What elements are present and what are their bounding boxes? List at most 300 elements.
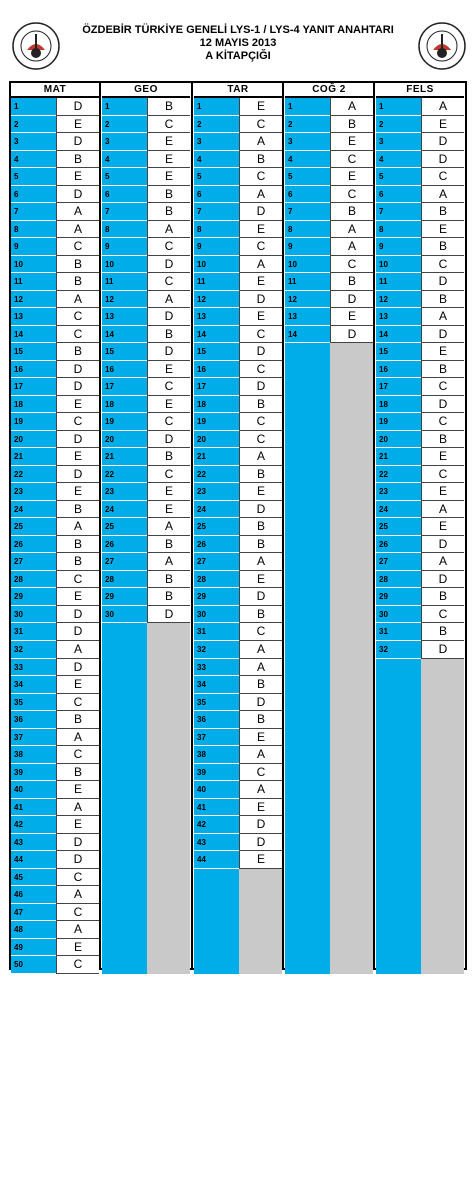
subject-column: [102, 83, 190, 974]
empty-number-cell: [102, 904, 147, 922]
subject-header: TAR: [194, 83, 282, 98]
empty-answer-cell: [330, 886, 373, 904]
answer-row: [102, 151, 190, 169]
answer-row: [194, 956, 282, 974]
empty-answer-cell: [330, 571, 373, 589]
answer-row: [285, 343, 373, 361]
answer-cell: C: [239, 413, 282, 431]
question-number: 10: [194, 256, 239, 274]
question-number: 40: [11, 781, 56, 799]
answer-row: [376, 501, 464, 519]
answer-cell: E: [147, 133, 190, 151]
answer-cell: C: [330, 151, 373, 169]
question-number: 7: [102, 203, 147, 221]
answer-cell: B: [421, 361, 464, 379]
question-number: 38: [11, 746, 56, 764]
question-number: 44: [194, 851, 239, 869]
answer-row: [194, 711, 282, 729]
empty-answer-cell: [421, 694, 464, 712]
question-number: 25: [102, 518, 147, 536]
answer-cell: A: [56, 518, 99, 536]
answer-cell: B: [421, 238, 464, 256]
answer-row: [102, 641, 190, 659]
answer-row: [11, 571, 99, 589]
empty-number-cell: [102, 659, 147, 677]
answer-cell: B: [239, 536, 282, 554]
answer-cell: B: [56, 343, 99, 361]
question-number: 5: [285, 168, 330, 186]
answer-cell: D: [239, 203, 282, 221]
answer-row: [285, 256, 373, 274]
empty-answer-cell: [421, 834, 464, 852]
answer-row: [376, 729, 464, 747]
answer-cell: D: [56, 133, 99, 151]
answer-row: [194, 431, 282, 449]
answer-row: [285, 676, 373, 694]
answer-row: [102, 98, 190, 116]
answer-row: [376, 921, 464, 939]
subject-header: FELS: [376, 83, 464, 98]
answer-row: [285, 869, 373, 887]
question-number: 9: [102, 238, 147, 256]
empty-answer-cell: [330, 834, 373, 852]
answer-row: [102, 186, 190, 204]
answer-row: [11, 553, 99, 571]
answer-row: [194, 659, 282, 677]
answer-cell: A: [330, 238, 373, 256]
subject-header: COĞ 2: [285, 83, 373, 98]
answer-row: [194, 361, 282, 379]
answer-row: [11, 904, 99, 922]
answer-row: [285, 904, 373, 922]
answer-row: [102, 536, 190, 554]
answer-row: [285, 413, 373, 431]
answer-row: [11, 729, 99, 747]
empty-number-cell: [285, 711, 330, 729]
question-number: 20: [376, 431, 421, 449]
empty-number-cell: [102, 921, 147, 939]
question-number: 35: [11, 694, 56, 712]
empty-answer-cell: [147, 921, 190, 939]
answer-cell: A: [239, 781, 282, 799]
question-number: 2: [194, 116, 239, 134]
answer-cell: B: [147, 536, 190, 554]
answer-row: [285, 623, 373, 641]
answer-row: [11, 98, 99, 116]
question-number: 26: [194, 536, 239, 554]
question-number: 9: [285, 238, 330, 256]
empty-number-cell: [285, 641, 330, 659]
answer-cell: C: [56, 326, 99, 344]
answer-row: [11, 256, 99, 274]
question-number: 45: [11, 869, 56, 887]
answer-row: [194, 588, 282, 606]
empty-number-cell: [102, 729, 147, 747]
empty-answer-cell: [421, 746, 464, 764]
answer-row: [194, 483, 282, 501]
question-number: 32: [11, 641, 56, 659]
answer-row: [102, 746, 190, 764]
question-number: 24: [11, 501, 56, 519]
answer-cell: B: [147, 98, 190, 116]
question-number: 29: [376, 588, 421, 606]
question-number: 21: [194, 448, 239, 466]
answer-cell: A: [56, 886, 99, 904]
answer-cell: A: [56, 641, 99, 659]
answer-cell: D: [56, 98, 99, 116]
answer-cell: E: [147, 501, 190, 519]
answer-row: [102, 588, 190, 606]
question-number: 10: [11, 256, 56, 274]
answer-cell: D: [147, 343, 190, 361]
empty-number-cell: [285, 483, 330, 501]
answer-cell: D: [56, 466, 99, 484]
question-number: 4: [376, 151, 421, 169]
answer-row: [11, 623, 99, 641]
answer-row: [376, 886, 464, 904]
answer-cell: D: [56, 834, 99, 852]
booklet-label: A KİTAPÇIĞI: [205, 50, 271, 62]
question-number: 10: [102, 256, 147, 274]
answer-row: [102, 921, 190, 939]
column-divider: [99, 83, 101, 968]
answer-row: [102, 571, 190, 589]
association-logo-left: [12, 22, 60, 70]
question-number: 14: [376, 326, 421, 344]
empty-answer-cell: [330, 816, 373, 834]
empty-number-cell: [376, 869, 421, 887]
question-number: 19: [376, 413, 421, 431]
answer-cell: D: [56, 851, 99, 869]
answer-row: [11, 168, 99, 186]
question-number: 6: [102, 186, 147, 204]
empty-answer-cell: [330, 553, 373, 571]
question-number: 39: [194, 764, 239, 782]
question-number: 9: [194, 238, 239, 256]
question-number: 15: [102, 343, 147, 361]
question-number: 17: [376, 378, 421, 396]
answer-row: [285, 501, 373, 519]
subject-header: GEO: [102, 83, 190, 98]
answer-cell: E: [56, 116, 99, 134]
empty-number-cell: [376, 764, 421, 782]
answer-row: [11, 641, 99, 659]
answer-row: [285, 203, 373, 221]
empty-number-cell: [285, 921, 330, 939]
question-number: 27: [194, 553, 239, 571]
empty-number-cell: [285, 571, 330, 589]
question-number: 26: [11, 536, 56, 554]
answer-row: [194, 536, 282, 554]
empty-number-cell: [102, 623, 147, 641]
answer-row: [376, 571, 464, 589]
question-number: 6: [285, 186, 330, 204]
answer-row: [102, 799, 190, 817]
empty-number-cell: [285, 588, 330, 606]
answer-row: [194, 781, 282, 799]
answer-row: [102, 343, 190, 361]
answer-cell: C: [421, 256, 464, 274]
answer-cell: B: [421, 588, 464, 606]
answer-row: [285, 291, 373, 309]
question-number: 28: [102, 571, 147, 589]
answer-cell: D: [56, 431, 99, 449]
answer-row: [285, 851, 373, 869]
answer-cell: B: [56, 536, 99, 554]
empty-answer-cell: [330, 939, 373, 957]
empty-number-cell: [102, 816, 147, 834]
answer-row: [194, 553, 282, 571]
answer-row: [11, 326, 99, 344]
question-number: 7: [11, 203, 56, 221]
empty-answer-cell: [239, 886, 282, 904]
answer-cell: B: [56, 151, 99, 169]
empty-answer-cell: [330, 746, 373, 764]
answer-cell: E: [421, 221, 464, 239]
empty-answer-cell: [147, 659, 190, 677]
question-number: 12: [102, 291, 147, 309]
answer-row: [285, 834, 373, 852]
header: [0, 0, 476, 80]
answer-cell: E: [421, 448, 464, 466]
answer-cell: A: [239, 448, 282, 466]
answer-row: [376, 606, 464, 624]
answer-row: [11, 851, 99, 869]
question-number: 1: [194, 98, 239, 116]
answer-cell: D: [330, 291, 373, 309]
answer-row: [376, 413, 464, 431]
answer-cell: A: [239, 133, 282, 151]
answer-row: [194, 694, 282, 712]
answer-row: [194, 869, 282, 887]
answer-cell: D: [421, 571, 464, 589]
question-number: 21: [102, 448, 147, 466]
answer-cell: B: [147, 588, 190, 606]
empty-answer-cell: [421, 956, 464, 974]
empty-number-cell: [102, 641, 147, 659]
empty-number-cell: [285, 676, 330, 694]
empty-number-cell: [285, 396, 330, 414]
empty-answer-cell: [330, 483, 373, 501]
question-number: 13: [376, 308, 421, 326]
question-number: 7: [285, 203, 330, 221]
question-number: 35: [194, 694, 239, 712]
question-number: 4: [102, 151, 147, 169]
answer-cell: E: [239, 571, 282, 589]
question-number: 29: [11, 588, 56, 606]
question-number: 9: [11, 238, 56, 256]
answer-cell: D: [56, 361, 99, 379]
answer-row: [376, 203, 464, 221]
question-number: 19: [11, 413, 56, 431]
question-number: 20: [11, 431, 56, 449]
answer-row: [11, 308, 99, 326]
answer-row: [102, 711, 190, 729]
answer-row: [11, 151, 99, 169]
question-number: 31: [11, 623, 56, 641]
answer-row: [376, 641, 464, 659]
question-number: 30: [102, 606, 147, 624]
question-number: 21: [376, 448, 421, 466]
empty-number-cell: [285, 904, 330, 922]
empty-answer-cell: [421, 729, 464, 747]
answer-cell: C: [239, 361, 282, 379]
answer-cell: E: [421, 483, 464, 501]
empty-number-cell: [285, 466, 330, 484]
answer-row: [376, 308, 464, 326]
answer-row: [376, 659, 464, 677]
answer-cell: E: [239, 799, 282, 817]
answer-row: [102, 869, 190, 887]
question-number: 36: [11, 711, 56, 729]
answer-row: [376, 904, 464, 922]
answer-cell: C: [147, 238, 190, 256]
question-number: 22: [11, 466, 56, 484]
answer-row: [376, 553, 464, 571]
answer-row: [11, 588, 99, 606]
question-number: 17: [194, 378, 239, 396]
answer-cell: D: [421, 151, 464, 169]
answer-cell: C: [330, 186, 373, 204]
answer-row: [102, 623, 190, 641]
answer-row: [102, 694, 190, 712]
answer-row: [194, 851, 282, 869]
answer-row: [194, 116, 282, 134]
question-number: 31: [376, 623, 421, 641]
answer-cell: B: [239, 396, 282, 414]
empty-answer-cell: [147, 956, 190, 974]
question-number: 11: [194, 273, 239, 291]
answer-cell: D: [56, 659, 99, 677]
column-divider: [373, 83, 375, 968]
question-number: 4: [194, 151, 239, 169]
empty-number-cell: [285, 431, 330, 449]
question-number: 23: [102, 483, 147, 501]
empty-number-cell: [285, 518, 330, 536]
answer-row: [194, 886, 282, 904]
answer-cell: D: [421, 133, 464, 151]
question-number: 12: [376, 291, 421, 309]
empty-answer-cell: [147, 641, 190, 659]
answer-row: [285, 221, 373, 239]
answer-row: [285, 518, 373, 536]
question-number: 8: [376, 221, 421, 239]
answer-cell: B: [330, 116, 373, 134]
empty-number-cell: [376, 694, 421, 712]
answer-cell: C: [56, 694, 99, 712]
question-number: 11: [285, 273, 330, 291]
empty-answer-cell: [147, 746, 190, 764]
answer-cell: D: [239, 343, 282, 361]
empty-number-cell: [102, 694, 147, 712]
answer-row: [11, 518, 99, 536]
answer-row: [376, 326, 464, 344]
answer-cell: E: [330, 168, 373, 186]
answer-cell: E: [56, 781, 99, 799]
empty-number-cell: [376, 816, 421, 834]
answer-cell: E: [147, 361, 190, 379]
empty-number-cell: [102, 886, 147, 904]
question-number: 27: [11, 553, 56, 571]
answer-cell: B: [147, 326, 190, 344]
empty-answer-cell: [239, 904, 282, 922]
answer-row: [11, 501, 99, 519]
answer-cell: E: [239, 483, 282, 501]
answer-row: [376, 518, 464, 536]
answer-cell: B: [421, 203, 464, 221]
answer-row: [11, 413, 99, 431]
answer-cell: A: [147, 553, 190, 571]
question-number: 1: [376, 98, 421, 116]
answer-cell: A: [239, 746, 282, 764]
answer-row: [11, 203, 99, 221]
question-number: 5: [11, 168, 56, 186]
question-number: 37: [194, 729, 239, 747]
answer-row: [285, 98, 373, 116]
answer-row: [102, 221, 190, 239]
answer-row: [376, 711, 464, 729]
answer-row: [285, 536, 373, 554]
answer-row: [11, 238, 99, 256]
answer-cell: A: [56, 921, 99, 939]
answer-row: [194, 501, 282, 519]
answer-cell: C: [239, 764, 282, 782]
question-number: 32: [194, 641, 239, 659]
empty-answer-cell: [147, 886, 190, 904]
answer-row: [376, 396, 464, 414]
answer-cell: A: [330, 98, 373, 116]
answer-cell: E: [239, 729, 282, 747]
question-number: 30: [11, 606, 56, 624]
answer-row: [194, 571, 282, 589]
answer-cell: C: [147, 378, 190, 396]
answer-cell: E: [147, 396, 190, 414]
answer-row: [194, 921, 282, 939]
empty-number-cell: [102, 746, 147, 764]
empty-number-cell: [376, 729, 421, 747]
answer-cell: C: [239, 431, 282, 449]
empty-number-cell: [194, 869, 239, 887]
empty-answer-cell: [421, 711, 464, 729]
column-divider: [282, 83, 284, 968]
answer-cell: B: [421, 431, 464, 449]
answer-row: [285, 133, 373, 151]
question-number: 25: [194, 518, 239, 536]
question-number: 44: [11, 851, 56, 869]
question-number: 43: [11, 834, 56, 852]
question-number: 19: [194, 413, 239, 431]
answer-row: [376, 869, 464, 887]
empty-number-cell: [285, 799, 330, 817]
empty-number-cell: [285, 659, 330, 677]
answer-row: [194, 448, 282, 466]
empty-number-cell: [285, 869, 330, 887]
answer-row: [376, 781, 464, 799]
answer-cell: E: [330, 133, 373, 151]
answer-row: [194, 939, 282, 957]
answer-cell: D: [56, 186, 99, 204]
answer-row: [376, 431, 464, 449]
answer-cell: C: [421, 168, 464, 186]
question-number: 43: [194, 834, 239, 852]
empty-answer-cell: [421, 939, 464, 957]
question-number: 28: [11, 571, 56, 589]
answer-row: [11, 764, 99, 782]
answer-row: [194, 98, 282, 116]
answer-row: [376, 151, 464, 169]
empty-answer-cell: [330, 623, 373, 641]
answer-row: [285, 186, 373, 204]
